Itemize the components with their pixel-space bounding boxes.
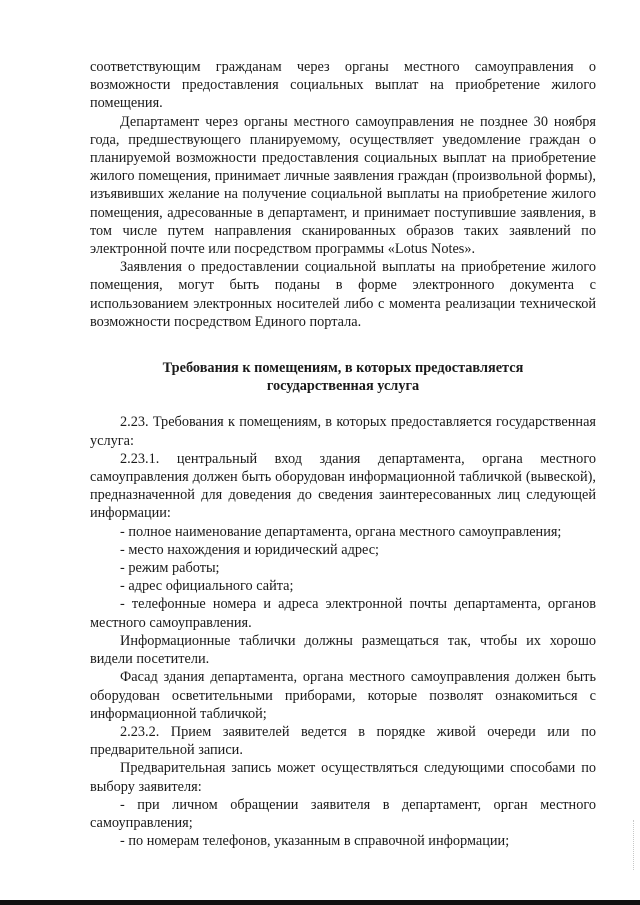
section-heading-line-2: государственная услуга	[266, 378, 420, 395]
paragraph-2-23-2: 2.23.2. Прием заявителей ведется в порядке живой очереди или по предварительной записи.	[90, 723, 596, 759]
paragraph-continuation: соответствующим гражданам через органы местного самоуправления о возможности предоставления социальных выплат на приобретение жилого помещения.	[90, 59, 596, 112]
section-heading-line-1: Требования к помещениям, в которых предоставляется	[162, 360, 524, 377]
paragraph-department-notification: Департамент через органы местного самоуправления не позднее 30 ноября года, предшествующего планируемому, осуществляет уведомление граждан о планируемой возможности предоставления социальных выплат на приобретение жилого помещения, принимает личные заявления граждан (произвольной формы), изъявивших желание на получение социальной выплаты на приобретение жилого помещения, адресованные в департамент, и принимает поступившие заявления, в том числе путем направления сканированных образов таких заявлений по электронной почте или посредством программы «Lotus Notes».	[90, 113, 596, 258]
paragraph-2-23-1: 2.23.1. центральный вход здания департамента, органа местного самоуправления должен быть оборудован информационной табличкой (вывеской), предназначенной для доведения до сведения заинтересованных лиц следующей информации:	[90, 450, 596, 522]
paragraph-2-23: 2.23. Требования к помещениям, в которых предоставляется государственная услуга:	[90, 414, 596, 449]
page-bottom-border	[0, 900, 640, 905]
document-page	[90, 58, 596, 850]
scan-edge-artifact	[631, 820, 634, 870]
paragraph-info-plates: Информационные таблички должны размещаться так, чтобы их хорошо видели посетители.	[90, 632, 596, 668]
list-item-location: - место нахождения и юридический адрес;	[120, 541, 380, 558]
paragraph-facade-lighting: Фасад здания департамента, органа местного самоуправления должен быть оборудован осветительными приборами, которые позволят ознакомиться с информационной табличкой;	[90, 669, 596, 722]
list-item-personal-visit: - при личном обращении заявителя в департамент, орган местного самоуправления;	[90, 796, 596, 831]
section-heading	[90, 359, 596, 395]
paragraph-preregistration: Предварительная запись может осуществляться следующими способами по выбору заявителя:	[90, 760, 596, 795]
paragraph-electronic-applications: Заявления о предоставлении социальной выплаты на приобретение жилого помещения, могут быть поданы в форме электронного документа с использованием электронных носителей либо с момента реализации технической возможности посредством Единого портала.	[90, 259, 596, 330]
list-item-website: - адрес официального сайта;	[120, 578, 294, 595]
list-item-phones-emails: - телефонные номера и адреса электронной почты департамента, органов местного самоуправления.	[90, 596, 596, 631]
list-item-full-name: - полное наименование департамента, органа местного самоуправления;	[120, 523, 562, 540]
list-item-work-hours: - режим работы;	[120, 560, 220, 577]
list-item-phone-numbers: - по номерам телефонов, указанным в справочной информации;	[120, 833, 510, 850]
